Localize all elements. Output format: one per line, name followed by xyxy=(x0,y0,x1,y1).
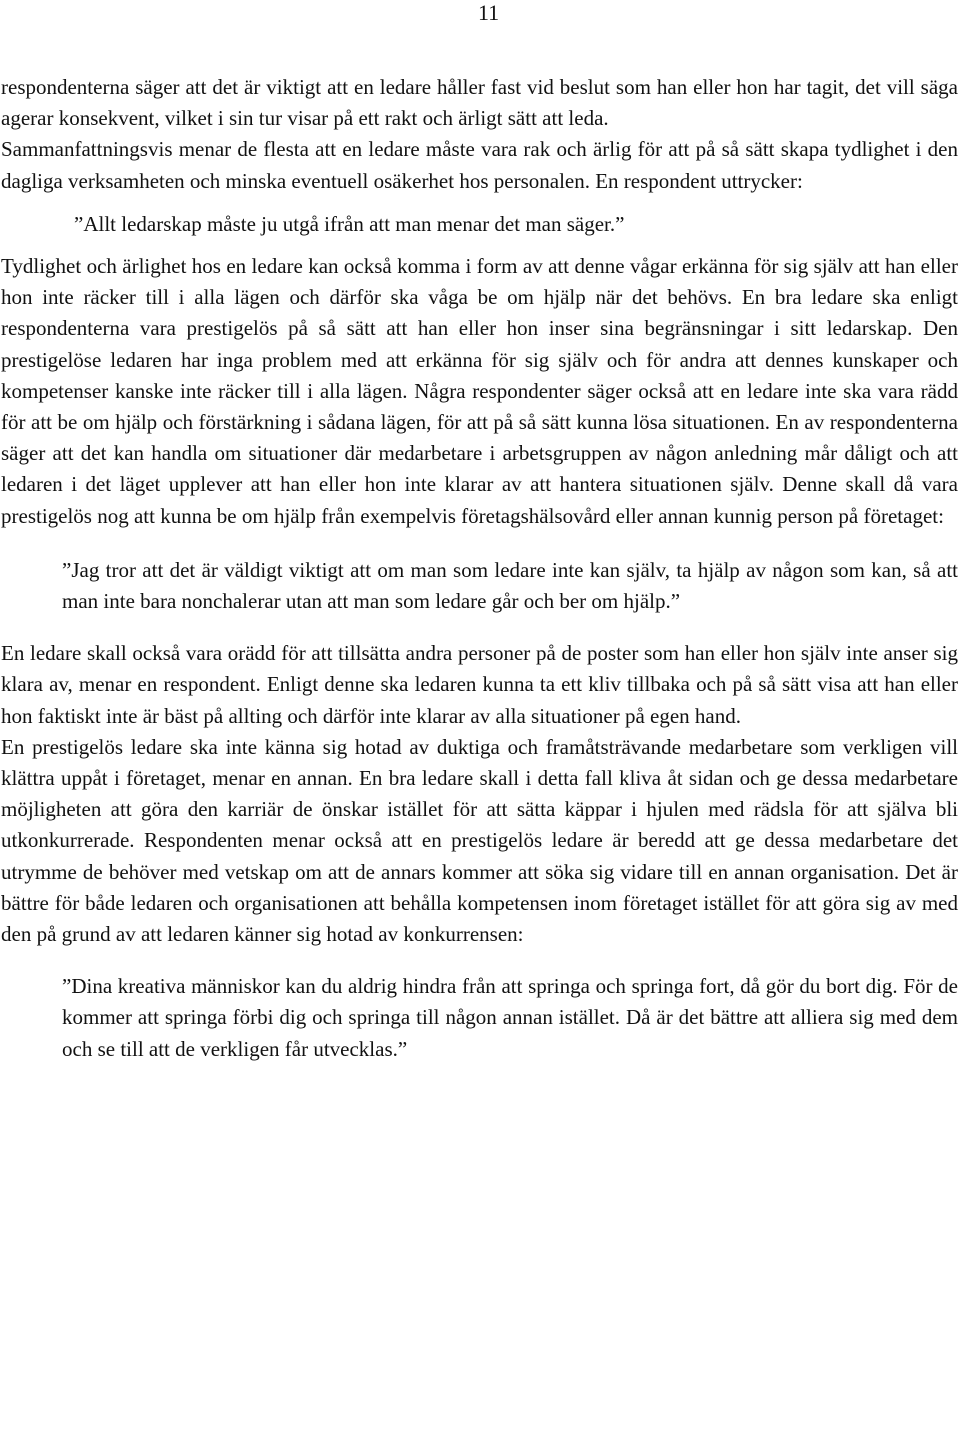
quote-3: ”Dina kreativa människor kan du aldrig hindra från att springa och springa fort, då gör du bort dig. För de kommer att springa förbi dig och springa till någon annan istället. Då är det bättre att alliera sig med dem och se till att de verkligen får utvecklas.” xyxy=(62,974,958,1061)
paragraph-1: respondenterna säger att det är viktigt att en ledare håller fast vid beslut som han eller hon har tagit, det vill säga agerar konsekvent, vilket i sin tur visar på ett rakt och ärligt sätt att leda. xyxy=(1,75,958,131)
page-number: 11 xyxy=(478,0,500,25)
paragraph-5: En prestigelös ledare ska inte känna sig hotad av duktiga och framåtsträvande medarbetare som verkligen vill klättra uppåt i företaget, menar en annan. En bra ledare skall i detta fall kliva åt sidan och ge dessa medarbetare möjligheten att göra den karriär de önskar istället för att sätta käppar i hjulen med rädsla för att själva bli utkonkurrerade. Respondenten menar också att en prestigelös ledare är beredd att ge dessa medarbetare det utrymme de behöver med vetskap om att de annars kommer att söka sig vidare till en annan organisation. Det är bättre för både ledaren och organisationen att behålla kompetensen inom företaget istället för att göra sig av med den på grund av att ledaren känner sig hotad av konkurrensen: xyxy=(1,734,958,947)
document-body xyxy=(1,72,958,1065)
paragraph-2: Sammanfattningsvis menar de flesta att en ledare måste vara rak och ärlig för att på så sätt skapa tydlighet i den dagliga verksamheten och minska eventuell osäkerhet hos personalen. En respondent uttrycker: xyxy=(1,137,958,193)
paragraph-4: En ledare skall också vara orädd för att tillsätta andra personer på de poster som han eller hon själv inte anser sig klara av, menar en respondent. Enligt denne ska ledaren kunna ta ett kliv tillbaka och på så sätt visa att han eller hon faktiskt inte är bäst på allting och därför inte klarar av alla situationer på egen hand. xyxy=(1,641,958,728)
quote-2: ”Jag tror att det är väldigt viktigt att om man som ledare inte kan själv, ta hjälp av någon som kan, så att man inte bara nonchalerar utan att man som ledare går och ber om hjälp.” xyxy=(62,557,958,614)
paragraph-3: Tydlighet och ärlighet hos en ledare kan också komma i form av att denne vågar erkänna för sig själv att han eller hon inte räcker till i alla lägen och därför ska våga be om hjälp när det behövs. En bra ledare ska enligt respondenterna vara prestigelös på så sätt att han eller hon inser sina begränsningar i sitt ledarskap. Den prestigelöse ledaren har inga problem med att erkänna för sig själv och för andra att dennes kunskaper och kompetenser kanske inte räcker till i alla lägen. Några respondenter säger också att en ledare inte ska vara rädd för att be om hjälp och förstärkning i sådana lägen, för att på så sätt kunna lösa situationen. En av respondenterna säger att det kan handla om situationer där medarbetare i arbetsgruppen av någon anledning mår dåligt och att ledaren i det läget upplever att han eller hon inte klarar av att hantera situationen själv. Denne skall då vara prestigelös nog att kunna be om hjälp från exempelvis företagshälsovård eller annan kunnig person på företaget: xyxy=(1,254,958,528)
quote-1: ”Allt ledarskap måste ju utgå ifrån att man menar det man säger.” xyxy=(74,211,625,236)
